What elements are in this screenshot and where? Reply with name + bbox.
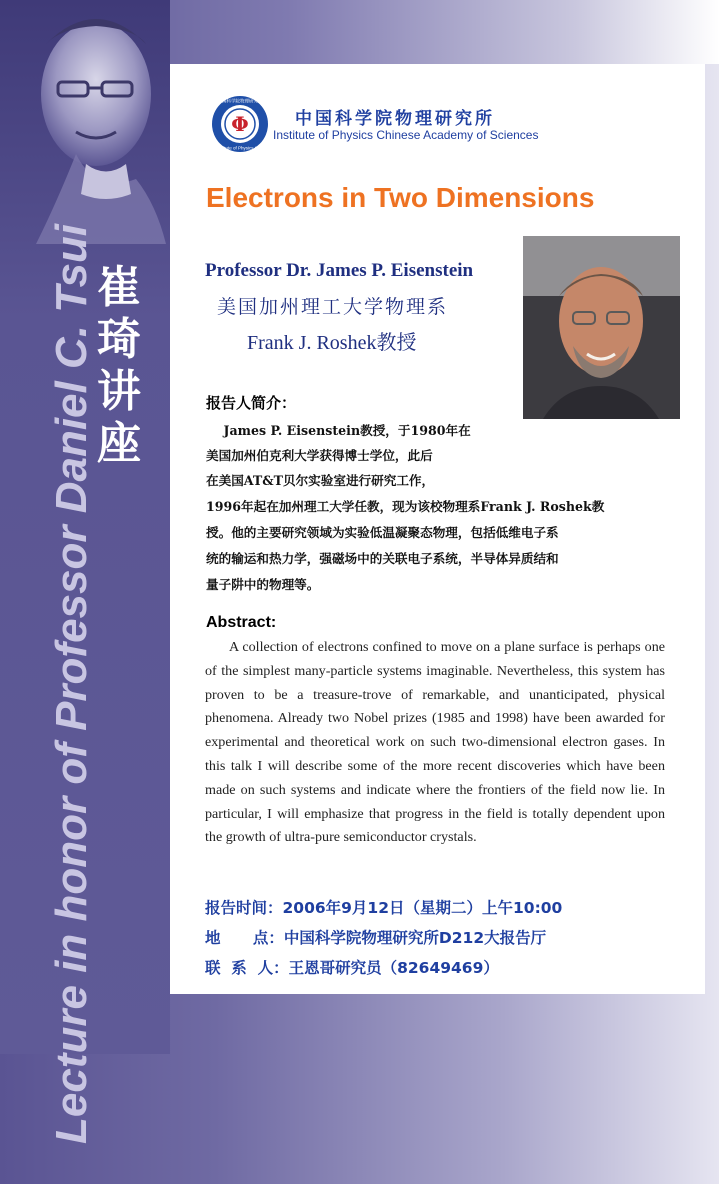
institute-name-en: Institute of Physics Chinese Academy of Sciences <box>273 128 539 142</box>
series-char: 座 <box>97 418 141 469</box>
talk-title: Electrons in Two Dimensions <box>206 182 595 213</box>
bio-line: 在美国AT&T贝尔实验室进行研究工作， <box>206 473 435 488</box>
speaker-name: Professor Dr. James P. Eisenstein <box>205 260 474 281</box>
bio-heading: 报告人简介： <box>206 394 297 412</box>
series-char: 讲 <box>97 366 141 417</box>
institute-logo <box>210 94 270 154</box>
talk-place: 地 点：中国科学院物理研究所D212大报告厅 <box>205 929 547 947</box>
series-char: 琦 <box>97 314 141 365</box>
talk-contact: 联 系 人：王恩哥研究员（82649469） <box>205 959 499 977</box>
bio-line: 授。他的主要研究领域为实验低温凝聚态物理，包括低维电子系 <box>206 525 559 540</box>
bio-line: 美国加州伯克利大学获得博士学位，此后 <box>206 448 433 463</box>
honoree-portrait <box>16 4 186 244</box>
institute-name-cn: 中国科学院物理研究所 <box>295 109 495 129</box>
bio-line: 1996年起在加州理工大学任教，现为该校物理系Frank J. Roshek教 <box>206 499 605 514</box>
series-title-cn <box>80 262 158 470</box>
bio-line: 统的输运和热力学，强磁场中的关联电子系统，半导体异质结和 <box>206 551 559 566</box>
svg-text:Φ: Φ <box>231 112 249 136</box>
abstract-heading: Abstract: <box>206 614 277 631</box>
svg-text:Institute of Physics CAS: Institute of Physics CAS <box>215 145 265 151</box>
speaker-chair-title: Frank J. Roshek教授 <box>247 332 417 354</box>
speaker-photo <box>523 236 680 419</box>
content-panel <box>170 64 705 994</box>
bio-line: James P. Eisenstein教授，于1980年在 <box>206 423 471 438</box>
svg-text:中国科学院物理研究所: 中国科学院物理研究所 <box>217 99 263 105</box>
talk-time: 报告时间：2006年9月12日（星期二）上午10:00 <box>205 899 563 917</box>
bio-line: 量子阱中的物理等。 <box>206 577 320 592</box>
abstract-body: A collection of electrons confined to move on a plane surface is perhaps one of the simplest many-particle systems imaginable. Nevertheless, this system has proven to be a treasure-trove of remarkable, and unanticipated, physical phenomena. Already two Nobel prizes (1985 and 1998) have been awarded for experimental and theoretical work on such two-dimensional electron gases. In this talk I will describe some of the more recent discoveries which have been made on such systems and indicate where the frontiers of the field now lie. In particular, I will emphasize that progress in the field is totally dependent upon the growth of ultra-pure semiconductor crystals. <box>205 639 665 846</box>
speaker-department: 美国加州理工大学物理系 <box>217 296 449 318</box>
vertical-series-caption: Lecture in honor of Professor Daniel C. Tsui <box>47 223 96 1145</box>
series-char: 崔 <box>97 262 141 313</box>
